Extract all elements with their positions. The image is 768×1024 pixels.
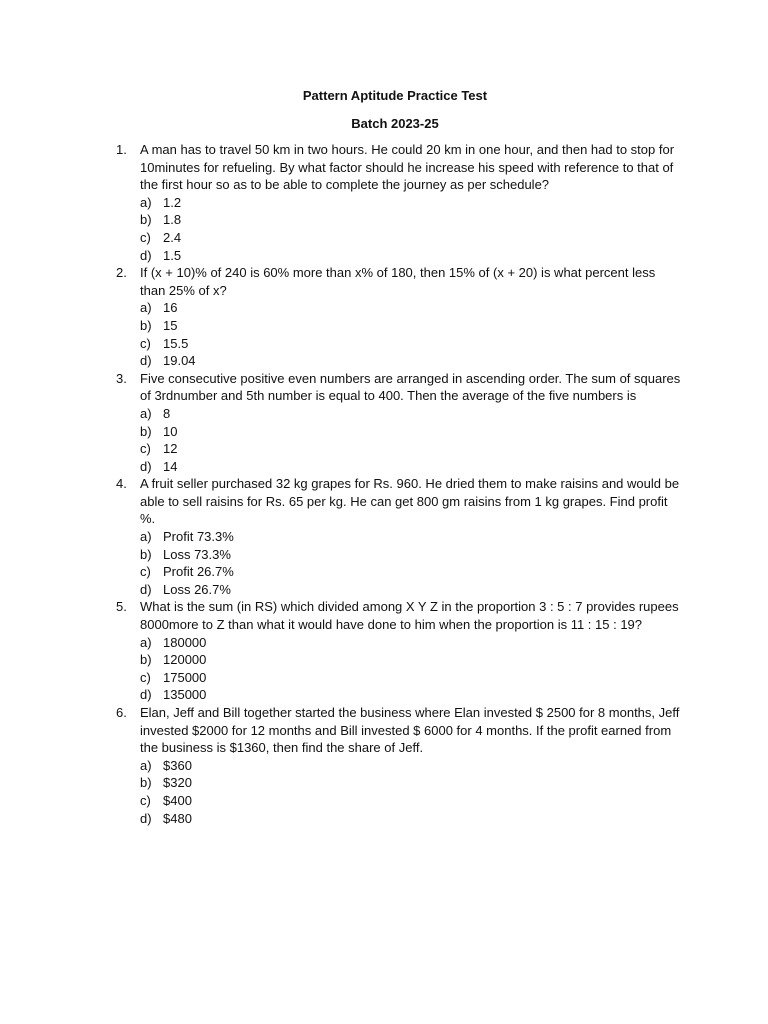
question-number: 2. (116, 265, 127, 281)
option-text: 180000 (163, 634, 207, 650)
option-text: 14 (163, 458, 178, 474)
option-b (140, 211, 681, 229)
option-a (140, 528, 681, 546)
option-c (140, 335, 681, 353)
option-a (140, 757, 681, 775)
option-text: Profit 73.3% (163, 529, 234, 545)
question-1 (116, 141, 681, 264)
option-label: a) (140, 634, 152, 650)
option-label: c) (140, 669, 151, 685)
question-number: 6. (116, 705, 127, 720)
question-text: If (x + 10)% of 240 is 60% more than x% of 180, then 15% of (x + 20) is what percent less than 25% of x? (140, 265, 656, 298)
question-6 (116, 704, 681, 827)
question-body (140, 704, 681, 827)
option-label: d) (140, 247, 152, 263)
batch-title: Batch 2023-25 (351, 116, 439, 131)
option-text: 16 (163, 300, 178, 316)
option-label: c) (140, 335, 151, 351)
question-body (140, 475, 681, 598)
option-a (140, 634, 681, 652)
option-label: b) (140, 775, 152, 791)
option-a (140, 299, 681, 317)
option-text: Loss 26.7% (163, 581, 231, 597)
question-text: A man has to travel 50 km in two hours. He could 20 km in one hour, and then had to stop for 10minutes for refueling. By what factor should he increase his speed with reference to that of the first hour so as to be able to complete the journey as per schedule? (140, 142, 675, 193)
option-label: a) (140, 757, 152, 773)
question-body (140, 370, 681, 476)
document-title: Pattern Aptitude Practice Test (302, 88, 488, 103)
question-text: Elan, Jeff and Bill together started the business where Elan invested $ 2500 for 8 months, Jeff invested $2000 for 12 months and Bill invested $ 6000 for 4 months. If the profit earned from the business is $1360, then find the share of Jeff. (140, 705, 680, 756)
option-label: a) (140, 405, 152, 421)
option-label: a) (140, 194, 152, 210)
option-b (140, 774, 681, 792)
question-5 (116, 598, 681, 704)
option-text: 175000 (163, 669, 207, 685)
option-label: c) (140, 792, 151, 808)
option-label: c) (140, 564, 151, 580)
question-body (140, 598, 681, 704)
option-text: 15 (163, 317, 178, 333)
option-text: $320 (163, 775, 192, 791)
option-d (140, 458, 681, 476)
option-label: b) (140, 423, 152, 439)
option-text: 12 (163, 441, 178, 457)
option-b (140, 423, 681, 441)
option-d (140, 686, 681, 704)
option-text: 1.2 (163, 194, 182, 210)
option-b (140, 546, 681, 564)
option-label: b) (140, 652, 152, 668)
option-label: d) (140, 353, 152, 369)
option-label: b) (140, 212, 152, 228)
option-text: 15.5 (163, 335, 189, 351)
option-label: b) (140, 546, 152, 562)
option-label: c) (140, 229, 151, 245)
option-d (140, 810, 681, 828)
option-d (140, 247, 681, 265)
question-body (140, 264, 681, 370)
option-text: $360 (163, 757, 192, 773)
option-text: 1.8 (163, 212, 182, 228)
option-d (140, 581, 681, 599)
option-text: 1.5 (163, 247, 182, 263)
option-label: d) (140, 458, 152, 474)
option-a (140, 405, 681, 423)
option-label: a) (140, 300, 152, 316)
option-text: 120000 (163, 652, 207, 668)
option-text: $480 (163, 810, 192, 826)
question-list (116, 141, 681, 827)
question-text: What is the sum (in RS) which divided among X Y Z in the proportion 3 : 5 : 7 provides rupees 8000more to Z than what it would have done to him when the proportion is 11 : 15 : 19? (140, 599, 679, 633)
option-label: b) (140, 317, 152, 333)
question-2 (116, 264, 681, 370)
option-label: d) (140, 687, 152, 703)
question-text: Five consecutive positive even numbers are arranged in ascending order. The sum of squares of 3rdnumber and 5th number is equal to 400. Then the average of the five numbers is (140, 370, 681, 404)
question-number: 5. (116, 599, 127, 615)
option-c (140, 440, 681, 458)
option-text: Loss 73.3% (163, 546, 231, 562)
option-text: 10 (163, 423, 178, 439)
question-3 (116, 370, 681, 476)
option-b (140, 651, 681, 669)
option-label: c) (140, 441, 151, 457)
question-number: 4. (116, 476, 127, 492)
option-c (140, 229, 681, 247)
question-4 (116, 475, 681, 598)
option-c (140, 792, 681, 810)
option-label: a) (140, 529, 152, 545)
option-c (140, 563, 681, 581)
option-text: 2.4 (163, 229, 182, 245)
option-c (140, 669, 681, 687)
option-text: 19.04 (163, 353, 196, 369)
option-text: 135000 (163, 687, 207, 703)
question-text: A fruit seller purchased 32 kg grapes for Rs. 960. He dried them to make raisins and would be able to sell raisins for Rs. 65 per kg. He can get 800 gm raisins from 1 kg grapes. Find profit %. (140, 476, 680, 527)
option-label: d) (140, 581, 152, 597)
option-label: d) (140, 810, 152, 826)
option-b (140, 317, 681, 335)
question-number: 3. (116, 370, 127, 386)
question-body (140, 141, 681, 264)
option-text: $400 (163, 792, 192, 808)
option-d (140, 352, 681, 370)
option-text: Profit 26.7% (163, 564, 234, 580)
question-number: 1. (116, 142, 127, 157)
option-a (140, 194, 681, 212)
option-text: 8 (163, 405, 171, 421)
